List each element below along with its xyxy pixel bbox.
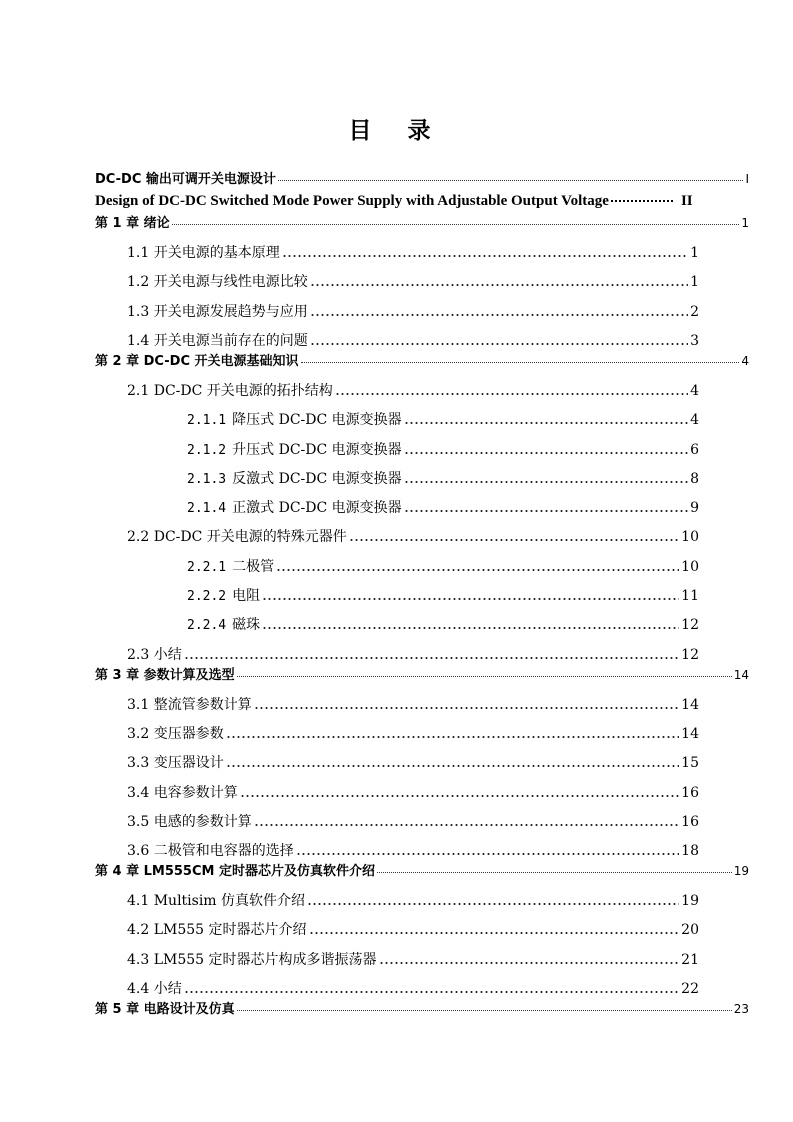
- toc-page-number: 22: [681, 981, 699, 997]
- toc-entry-label: 4.1 Multisim 仿真软件介绍: [127, 893, 306, 910]
- toc-page-number: 10: [681, 558, 699, 575]
- toc-entry[interactable]: [127, 330, 699, 352]
- dot-leader: [184, 647, 679, 659]
- toc-entry-text: 磁珠: [232, 617, 261, 634]
- toc-entry[interactable]: [127, 752, 699, 774]
- toc-entry[interactable]: [127, 271, 699, 293]
- toc-entry[interactable]: [95, 998, 749, 1020]
- toc-page-number: 19: [733, 864, 749, 879]
- toc-entry[interactable]: [127, 890, 699, 912]
- toc-entry[interactable]: [187, 556, 699, 578]
- toc-page-number: II: [680, 193, 693, 209]
- toc-entry[interactable]: [127, 526, 699, 548]
- toc-entry-text: 电阻: [232, 588, 261, 604]
- toc-page-number: 1: [690, 245, 699, 261]
- toc-entry[interactable]: [127, 301, 699, 323]
- toc-page-number: I: [745, 172, 749, 186]
- toc-entry-number: 2.1.3: [187, 471, 227, 487]
- toc-page-number: 10: [681, 529, 699, 546]
- toc-entry[interactable]: [187, 614, 699, 636]
- toc-page-number: 3: [690, 332, 699, 349]
- toc-entry[interactable]: [127, 242, 699, 264]
- toc-entry[interactable]: [95, 212, 749, 234]
- toc-entry-text: 正激式 DC-DC 电源变换器: [232, 500, 402, 517]
- toc-page-number: 1: [690, 274, 699, 291]
- dot-leader: [310, 304, 688, 316]
- toc-entry[interactable]: [127, 723, 699, 745]
- toc-entry-label: 1.1 开关电源的基本原理: [127, 245, 280, 261]
- toc-entry-label: [187, 439, 402, 462]
- toc-page-number: 6: [690, 441, 699, 458]
- toc-page-number: 4: [741, 353, 749, 368]
- toc-entry-text: 反激式 DC-DC 电源变换器: [232, 470, 402, 487]
- toc-page-number: 1: [741, 216, 749, 230]
- dot-leader: [335, 383, 688, 395]
- dot-leader: [301, 350, 740, 363]
- toc-page-number: 11: [681, 588, 699, 604]
- toc-entry-label: [187, 409, 402, 432]
- dot-leader: [379, 952, 680, 964]
- dot-leader: [276, 559, 679, 571]
- toc-entry-label: 2.1 DC-DC 开关电源的拓扑结构: [127, 382, 333, 399]
- toc-entry[interactable]: [127, 782, 699, 804]
- toc-entry[interactable]: [127, 949, 699, 971]
- dot-leader: [296, 843, 679, 855]
- dot-leader: [349, 529, 679, 541]
- dot-leader: [237, 998, 732, 1011]
- toc-entry[interactable]: [95, 350, 749, 372]
- dot-leader: [278, 168, 744, 181]
- toc-entry-label: 4.2 LM555 定时器芯片介绍: [127, 922, 307, 939]
- dot-leader: [310, 274, 688, 286]
- dot-leader: [404, 471, 688, 483]
- toc-entry[interactable]: [187, 468, 699, 490]
- dot-leader: [404, 442, 688, 454]
- toc-entry-label: 第 4 章 LM555CM 定时器芯片及仿真软件介绍: [95, 864, 375, 880]
- toc-page-number: 2: [690, 303, 699, 320]
- toc-entry-label: 第 1 章 绪论: [95, 216, 170, 231]
- dot-leader: [404, 412, 688, 424]
- toc-page-number: 23: [733, 1002, 749, 1016]
- toc-entry-label: 3.4 电容参数计算: [127, 784, 238, 801]
- toc-page-number: 14: [681, 725, 699, 742]
- toc-page-number: 16: [681, 813, 699, 830]
- dot-leader: [254, 697, 679, 709]
- dot-leader: [172, 212, 740, 225]
- toc-entry-label: 第 5 章 电路设计及仿真: [95, 1002, 235, 1017]
- dot-leader: [262, 588, 679, 600]
- toc-page-number: 20: [681, 922, 699, 939]
- dot-leader: [404, 500, 688, 512]
- toc-entry-label: 4.3 LM555 定时器芯片构成多谐振荡器: [127, 951, 377, 968]
- toc-entry-number: 2.2.2: [187, 589, 227, 604]
- toc-entry[interactable]: [187, 585, 699, 607]
- toc-entry-label: [187, 497, 402, 520]
- dot-leader: [307, 893, 679, 905]
- toc-entry-label: DC-DC 输出可调开关电源设计: [95, 172, 276, 187]
- toc-entry[interactable]: [187, 409, 699, 431]
- toc-page-number: 21: [681, 951, 699, 968]
- toc-entry-number: 2.1.2: [187, 442, 227, 458]
- toc-page-number: 8: [690, 470, 699, 487]
- toc-entry[interactable]: [127, 644, 699, 666]
- toc-entry-label: 3.5 电感的参数计算: [127, 813, 252, 830]
- dot-leader: [237, 664, 732, 677]
- toc-entry-label: 3.1 整流管参数计算: [127, 696, 252, 713]
- page-title: 目 录: [348, 118, 445, 144]
- toc-entry-label: 2.3 小结: [127, 646, 182, 663]
- toc-entry-label: 1.2 开关电源与线性电源比较: [127, 274, 308, 291]
- toc-entry-number: 2.1.4: [187, 501, 227, 517]
- toc-page-number: 16: [681, 784, 699, 801]
- toc-entry-text: 升压式 DC-DC 电源变换器: [232, 441, 402, 458]
- toc-page-number: 19: [681, 893, 699, 910]
- toc-entry-label: Design of DC-DC Switched Mode Power Supply with Adjustable Output Voltage: [95, 193, 609, 209]
- toc-entry-label: 4.4 小结: [127, 981, 182, 997]
- dot-leader: [254, 814, 679, 826]
- dot-leader: [310, 333, 688, 345]
- toc-entry-label: 1.4 开关电源当前存在的问题: [127, 332, 308, 349]
- toc-entry[interactable]: [95, 168, 749, 190]
- dot-leader: [282, 245, 688, 257]
- toc-entry[interactable]: [127, 694, 699, 716]
- toc-entry-label: 1.3 开关电源发展趋势与应用: [127, 303, 308, 320]
- toc-entry[interactable]: [127, 811, 699, 833]
- toc-entry-number: 2.2.4: [187, 618, 227, 634]
- toc-entry[interactable]: [187, 497, 699, 519]
- toc-page-number: 15: [681, 755, 699, 772]
- toc-page-number: 18: [681, 843, 699, 860]
- dot-leader: [226, 726, 679, 738]
- dot-leader: [184, 981, 679, 993]
- toc-entry-label: [187, 468, 402, 491]
- toc-entry-label: 第 2 章 DC-DC 开关电源基础知识: [95, 353, 299, 369]
- dot-leader: [309, 922, 680, 934]
- toc-page-number: 9: [690, 500, 699, 517]
- toc-entry-label: 3.3 变压器设计: [127, 755, 224, 772]
- dot-leader: [226, 755, 679, 767]
- toc-page-number: 4: [690, 382, 699, 399]
- toc-entry[interactable]: [127, 978, 699, 1000]
- toc-entry-label: [187, 614, 260, 637]
- toc-page-number: 14: [681, 696, 699, 713]
- toc-entry[interactable]: [127, 919, 699, 941]
- toc-entry-label: 2.2 DC-DC 开关电源的特殊元器件: [127, 529, 347, 546]
- toc-entry-number: 2.1.1: [187, 413, 227, 429]
- toc-page-number: 12: [681, 617, 699, 634]
- toc-entry-label: 3.6 二极管和电容器的选择: [127, 843, 294, 860]
- toc-entry[interactable]: [127, 380, 699, 402]
- toc-page-number: 4: [690, 412, 699, 429]
- dot-leader: [240, 785, 679, 797]
- toc-entry-label: [187, 585, 260, 608]
- toc-entry[interactable]: [95, 190, 749, 212]
- toc-entry-text: 降压式 DC-DC 电源变换器: [232, 412, 402, 429]
- toc-entry-label: 第 3 章 参数计算及选型: [95, 667, 235, 683]
- toc-entry[interactable]: [95, 664, 749, 686]
- toc-entry-text: 二极管: [232, 558, 275, 575]
- toc-entry-label: [187, 556, 274, 579]
- toc-entry-number: 2.2.1: [187, 559, 227, 575]
- toc-entry[interactable]: [95, 860, 749, 882]
- toc-entry[interactable]: [127, 840, 699, 862]
- dot-leader: [262, 617, 679, 629]
- toc-page-number: 14: [733, 667, 749, 682]
- toc-page-number: 12: [681, 646, 699, 663]
- toc-entry-label: 3.2 变压器参数: [127, 725, 224, 742]
- dot-leader: [611, 188, 673, 202]
- dot-leader: [377, 860, 732, 873]
- toc-entry[interactable]: [187, 439, 699, 461]
